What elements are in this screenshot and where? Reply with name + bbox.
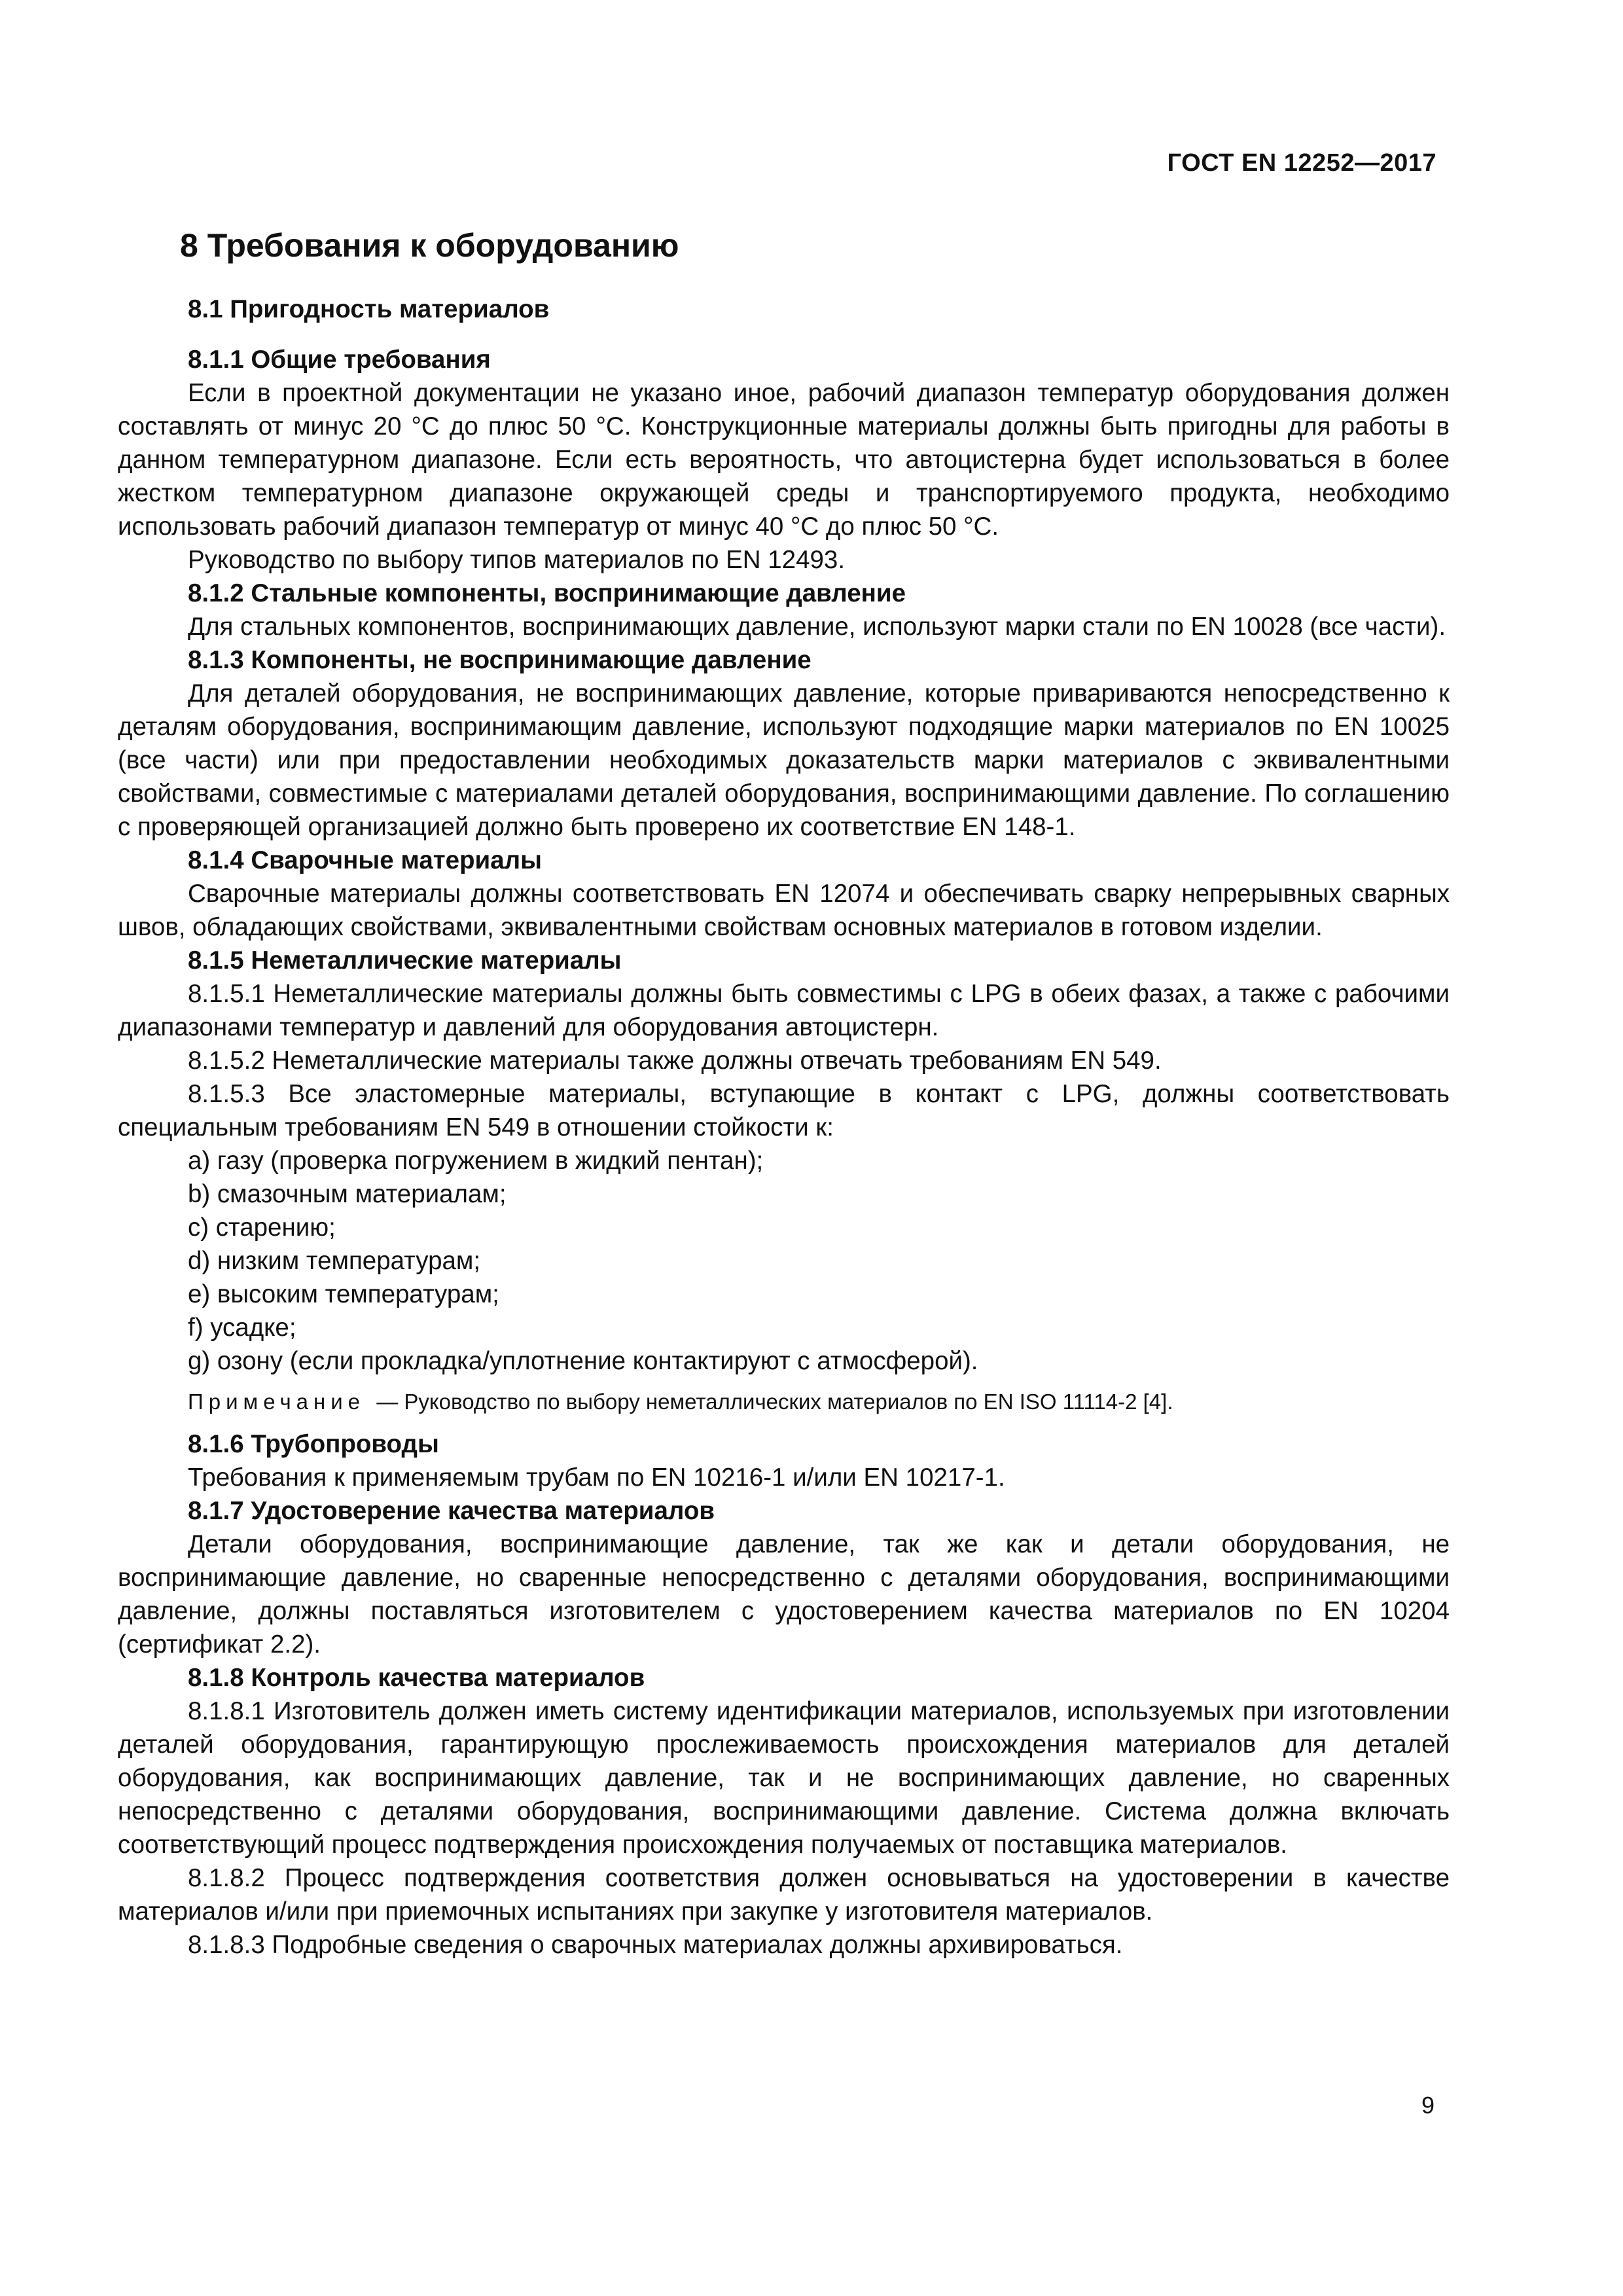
paragraph: 8.1.5.2 Неметаллические материалы также должны отвечать требованиям EN 549.: [188, 1047, 1162, 1075]
note-label: Примечание: [188, 1390, 366, 1414]
clause-title-8-1-8: 8.1.8 Контроль качества материалов: [188, 1664, 645, 1692]
paragraph: 8.1.8.2 Процесс подтверждения соответствия должен основываться на удостоверении в качестве материалов и/или при приемочных испытаниях при закупке у изготовителя материалов.: [118, 1864, 1450, 1926]
page-number: 9: [1421, 2092, 1435, 2119]
paragraph: 8.1.5.3 Все эластомерные материалы, вступающие в контакт с LPG, должны соответствовать специальным требованиям EN 549 в отношении стойкости к:: [118, 1080, 1450, 1141]
paragraph: Для деталей оборудования, не воспринимающих давление, которые привариваются непосредственно к деталям оборудования, воспринимающим давление, используют подходящие марки материалов по EN 10025 (все части) или при предоставлении необходимых доказательств марки материалов с эквивалентными свойствами, совместимые с материалами деталей оборудования, воспринимающими давление. По соглашению с проверяющей организацией должно быть проверено их соответствие EN 148-1.: [118, 679, 1450, 841]
list-item: d) низким температурам;: [188, 1247, 481, 1275]
clause-title-8-1-6: 8.1.6 Трубопроводы: [188, 1430, 439, 1458]
section-title: 8 Требования к оборудованию: [180, 227, 679, 264]
paragraph: Руководство по выбору типов материалов по EN 12493.: [188, 546, 846, 574]
paragraph: Детали оборудования, воспринимающие давление, так же как и детали оборудования, не воспринимающие давление, но сваренные непосредственно с деталями оборудования, воспринимающими давление, должны поставляться изготовителем с удостоверением качества материалов по EN 10204 (сертификат 2.2).: [118, 1530, 1450, 1659]
clause-title-8-1-7: 8.1.7 Удостоверение качества материалов: [188, 1497, 715, 1525]
paragraph: 8.1.8.1 Изготовитель должен иметь систему идентификации материалов, используемых при изготовлении деталей оборудования, гарантирующую прослеживаемость происхождения материалов для деталей оборудования, как воспринимающих давление, так и не воспринимающих давление, но сваренных непосредственно с деталями оборудования, воспринимающими давление. Система должна включать соответствующий процесс подтверждения происхождения получаемых от поставщика материалов.: [118, 1697, 1450, 1859]
list-item: c) старению;: [188, 1213, 336, 1242]
paragraph: Требования к применяемым трубам по EN 10216-1 и/или EN 10217-1.: [188, 1463, 1005, 1492]
paragraph: 8.1.8.3 Подробные сведения о сварочных материалах должны архивироваться.: [188, 1931, 1123, 1959]
note: [118, 1387, 1450, 1417]
note-text: — Руководство по выбору неметаллических материалов по EN ISO 11114-2 [4].: [376, 1390, 1173, 1414]
list-item: e) высоким температурам;: [188, 1280, 499, 1308]
paragraph: Для стальных компонентов, воспринимающих давление, используют марки стали по EN 10028 (все части).: [188, 613, 1446, 641]
clause-title-8-1-3: 8.1.3 Компоненты, не воспринимающие давление: [188, 646, 812, 674]
list-item: b) смазочным материалам;: [188, 1180, 507, 1208]
clause-title-8-1-5: 8.1.5 Неметаллические материалы: [188, 946, 622, 975]
paragraph: Сварочные материалы должны соответствовать EN 12074 и обеспечивать сварку непрерывных сварных швов, обладающих свойствами, эквивалентными свойствам основных материалов в готовом изделии.: [118, 880, 1450, 941]
list-item: f) усадке;: [188, 1314, 296, 1342]
page-content: [118, 226, 1450, 1962]
clause-title-8-1-4: 8.1.4 Сварочные материалы: [188, 846, 542, 874]
list-item: g) озону (если прокладка/уплотнение контактируют с атмосферой).: [188, 1347, 978, 1375]
document-header: ГОСТ EN 12252—2017: [1167, 149, 1436, 177]
paragraph: 8.1.5.1 Неметаллические материалы должны быть совместимы с LPG в обеих фазах, а также с рабочими диапазонами температур и давлений для оборудования автоцистерн.: [118, 980, 1450, 1041]
clause-title-8-1-2: 8.1.2 Стальные компоненты, воспринимающие давление: [188, 579, 906, 607]
list-item: a) газу (проверка погружением в жидкий пентан);: [188, 1147, 764, 1175]
subsection-title-8-1: 8.1 Пригодность материалов: [188, 295, 550, 323]
paragraph: Если в проектной документации не указано иное, рабочий диапазон температур оборудования должен составлять от минус 20 °С до плюс 50 °С. Конструкционные материалы должны быть пригодны для работы в данном температурном диапазоне. Если есть вероятность, что автоцистерна будет использоваться в более жестком температурном диапазоне окружающей среды и транспортируемого продукта, необходимо использовать рабочий диапазон температур от минус 40 °С до плюс 50 °С.: [118, 379, 1450, 541]
clause-title-8-1-1: 8.1.1 Общие требования: [188, 346, 491, 374]
